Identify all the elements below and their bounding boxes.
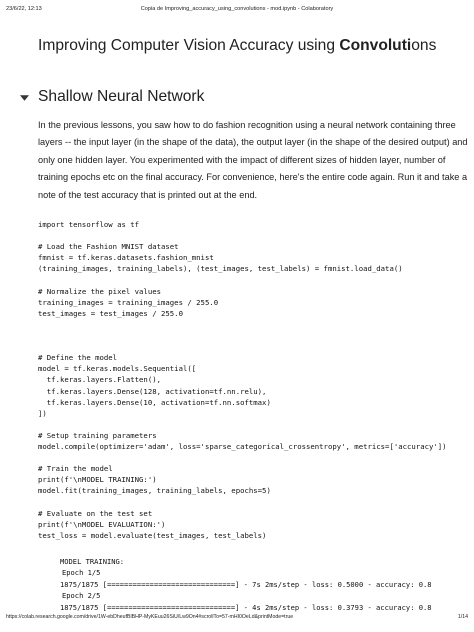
code-line: (training_images, training_labels), (test_images, test_labels) = fmnist.load_data() [38, 264, 403, 274]
print-header [6, 6, 468, 16]
code-line: print(f'\nMODEL EVALUATION:') [38, 519, 166, 529]
output-cell [60, 556, 474, 612]
output-line: Epoch 2/5 [62, 591, 101, 601]
print-document-title: Copia de Improving_accuracy_using_convolutions - mod.ipynb - Colaboratory [140, 6, 334, 12]
code-line: training_images = training_images / 255.0 [38, 297, 219, 307]
output-line: 1875/1875 [==============================] - 7s 2ms/step - loss: 0.5000 - accuracy: 0.8 [60, 579, 432, 589]
code-line: # Setup training parameters [38, 430, 157, 440]
code-line: # Evaluate on the test set [38, 508, 153, 518]
code-cell[interactable] [38, 219, 474, 544]
code-line: import tensorflow as tf [38, 220, 140, 229]
print-footer [6, 614, 468, 624]
code-line: model = tf.keras.models.Sequential([ [38, 364, 197, 374]
output-line: 1875/1875 [==============================] - 4s 2ms/step - loss: 0.3793 - accuracy: 0.8 [60, 602, 432, 612]
notebook-title [38, 37, 468, 55]
code-line: # Load the Fashion MNIST dataset [38, 242, 179, 252]
intro-paragraph: In the previous lessons, you saw how to do fashion recognition using a neural network containing three layers -- the input layer (in the shape of the data), the output layer (in the shape of the desired output) and only one hidden layer. You experimented with the impact of different sizes of hidden layer, number of training epochs etc on the final accuracy. For convenience, here's the entire code again. Run it and take a note of the test accuracy that is printed out at the end. [38, 120, 468, 200]
notebook-title-text: Improving Computer Vision Accuracy using [38, 37, 340, 54]
output-line: MODEL TRAINING: [60, 557, 125, 566]
caret-down-icon[interactable] [20, 95, 29, 101]
code-line: print(f'\nMODEL TRAINING:') [38, 475, 157, 485]
code-line: tf.keras.layers.Dense(10, activation=tf.nn.softmax) [38, 397, 271, 407]
section-title: Shallow Neural Network [38, 88, 205, 105]
code-line: ]) [38, 408, 47, 418]
print-date: 23/6/22, 12:13 [6, 6, 42, 12]
output-line: Epoch 1/5 [62, 568, 101, 578]
code-line: test_loss = model.evaluate(test_images, test_labels) [38, 530, 267, 540]
code-line: fmnist = tf.keras.datasets.fashion_mnist [38, 253, 214, 263]
code-line: test_images = test_images / 255.0 [38, 308, 183, 318]
notebook-title-end: ons [411, 37, 437, 54]
print-url: https://colab.research.google.com/drive/1W-ebDheufBlBHP-MyKEuu26SiU/Lw9On4#scrollTo=57-mHI0OeLd&printMode=true [6, 614, 294, 620]
code-line: model.compile(optimizer='adam', loss='sparse_categorical_crossentropy', metrics=['accuracy']) [38, 442, 447, 451]
code-line: model.fit(training_images, training_labels, epochs=5) [38, 486, 271, 496]
page-number: 1/14 [457, 614, 468, 620]
code-line: tf.keras.layers.Flatten(), [38, 375, 162, 385]
code-line: tf.keras.layers.Dense(128, activation=tf.nn.relu), [38, 386, 267, 396]
code-line: # Define the model [38, 353, 118, 363]
notebook-title-bold: Convoluti [339, 37, 412, 54]
code-line: # Train the model [38, 464, 113, 474]
code-line: # Normalize the pixel values [38, 286, 162, 296]
